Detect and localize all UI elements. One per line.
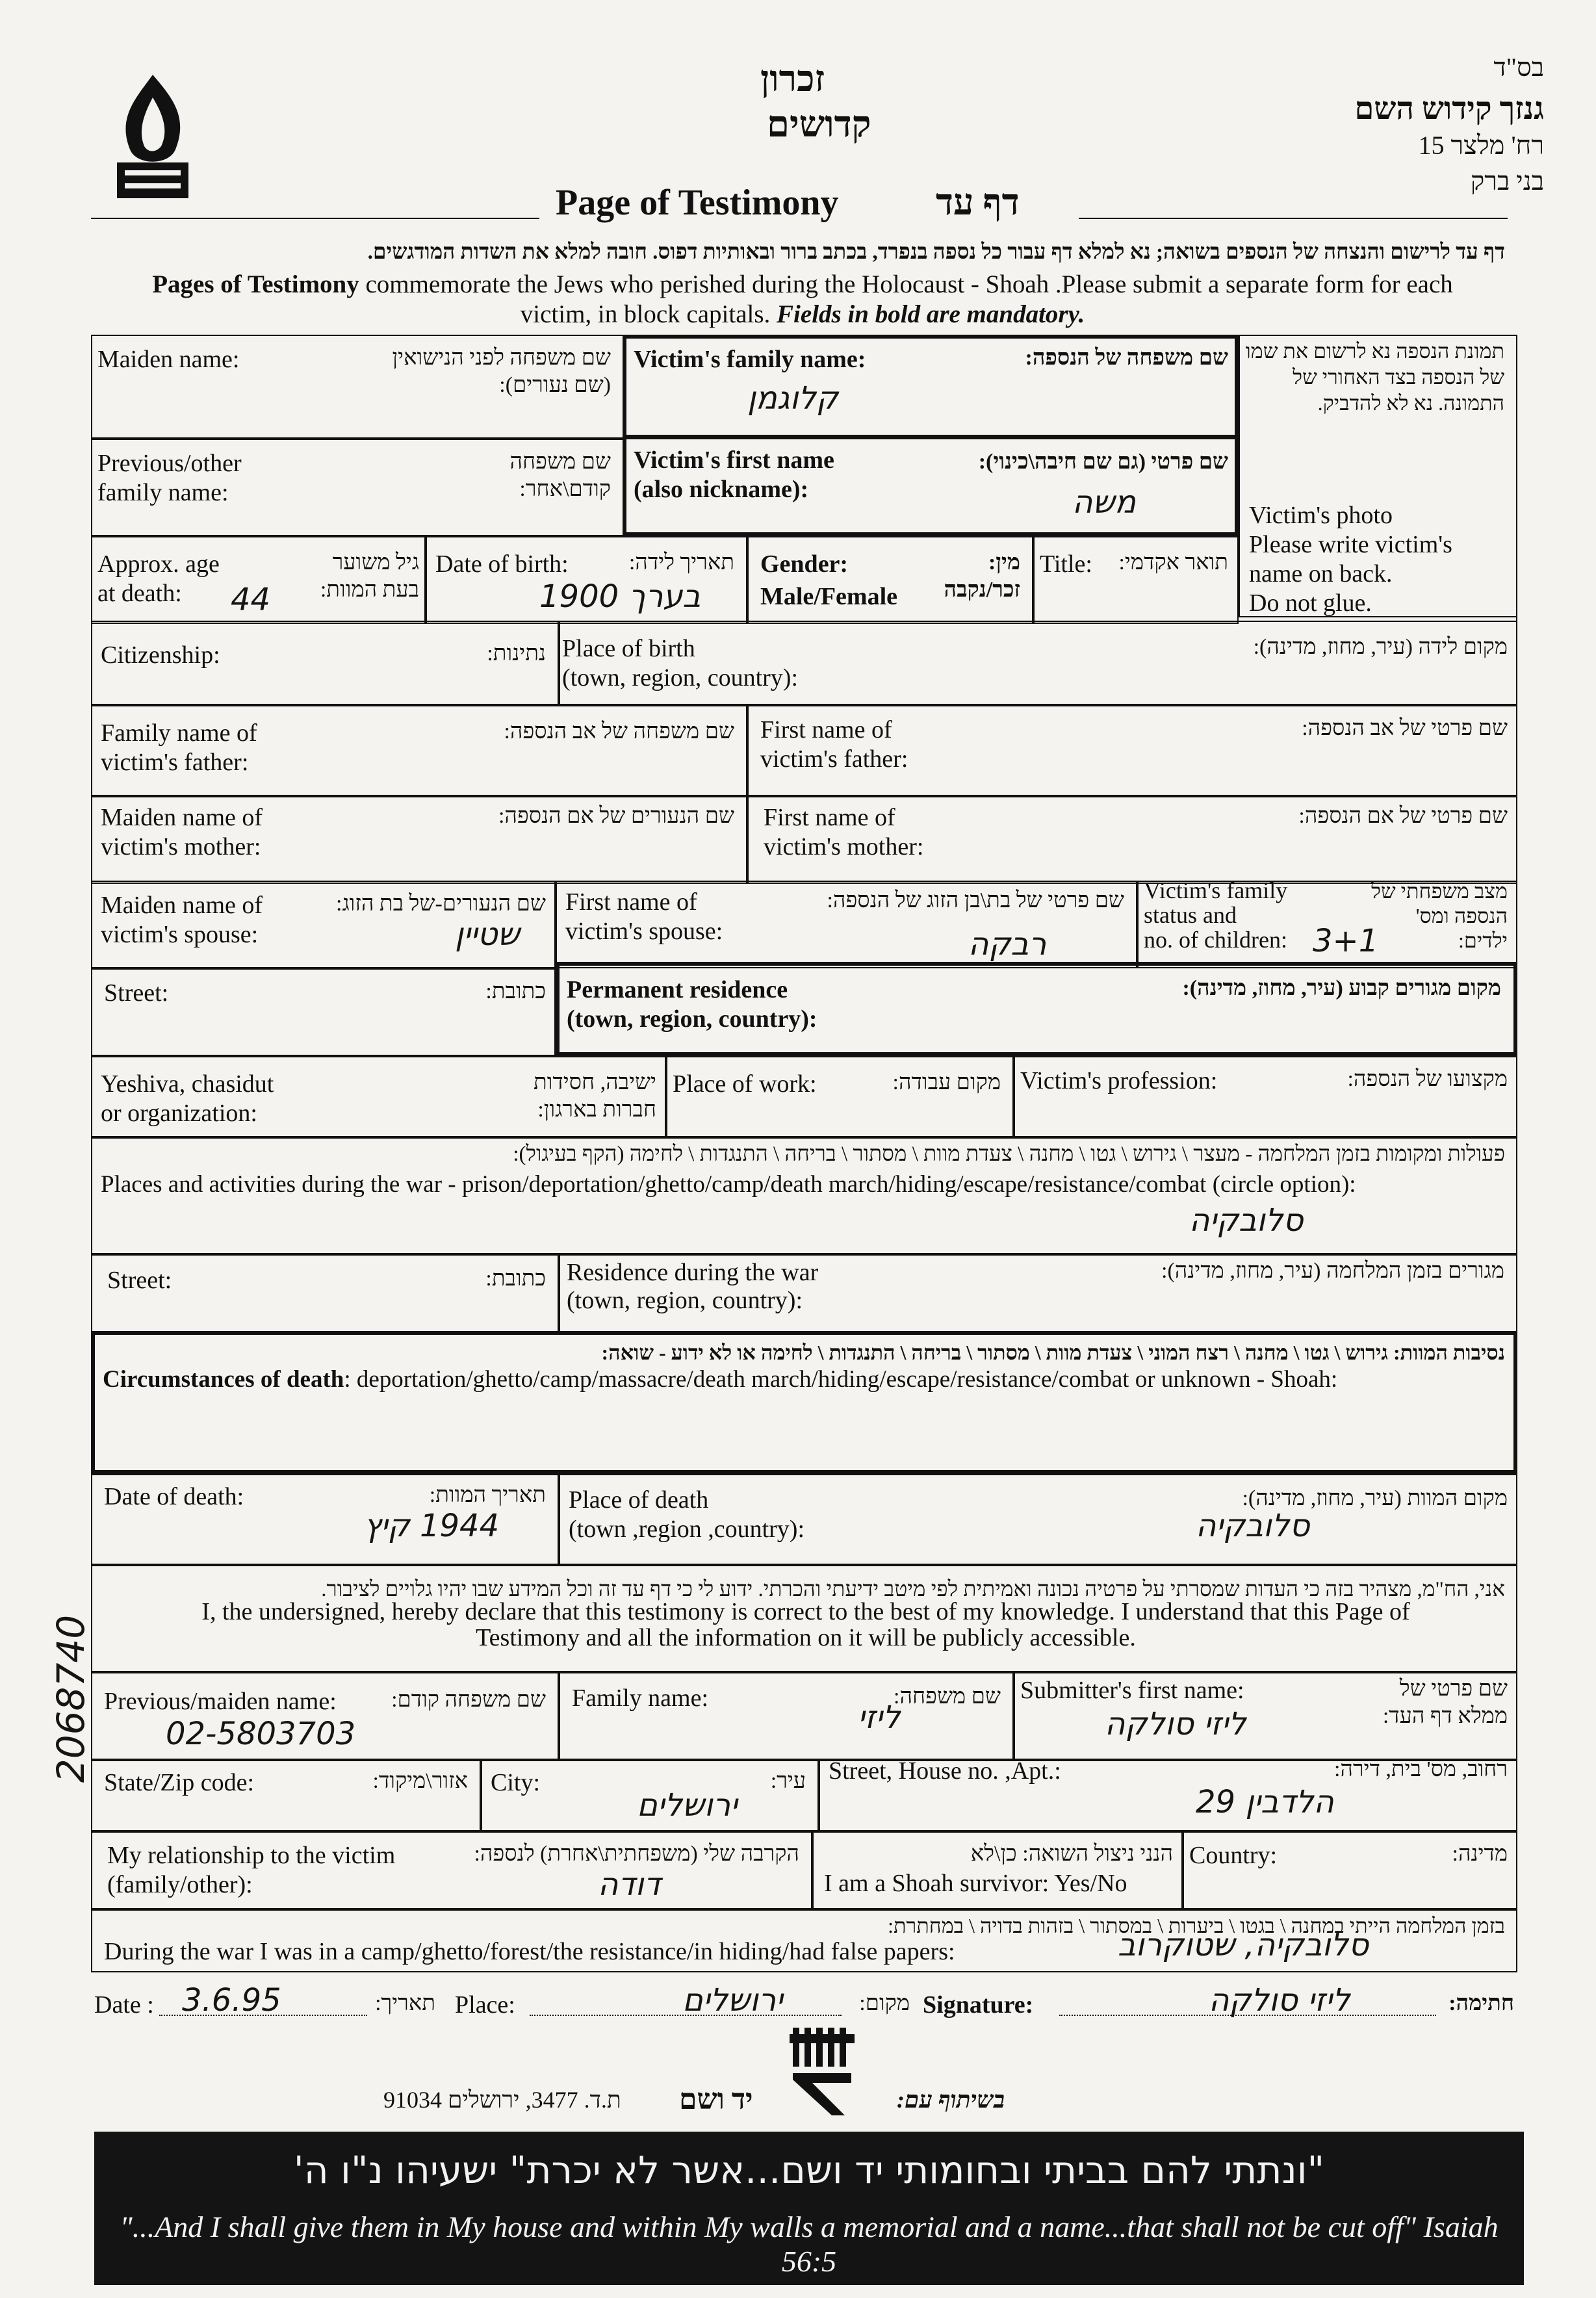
date-value: 3.6.95 [182, 1982, 281, 2019]
intro-he: דף עד לרישום והנצחה של הנספים בשואה; נא למלא דף עבור כל נספה בנפרד, בכתב ברור ובאותיות דפוס. חובה למלא את השדות המודגשים. [367, 240, 1505, 264]
title-rule-right [1079, 218, 1508, 219]
mother-first-en-1: First name of [764, 804, 895, 831]
org-name: גנזך קידוש השם [1354, 92, 1544, 126]
perm-en-1: Permanent residence [567, 976, 788, 1003]
spouse-first-value: רבקה [968, 926, 1047, 962]
sub-fam-value: ליזי [858, 1699, 901, 1736]
dod-value: 1944 קיץ [364, 1508, 500, 1544]
yeshiva-en-1: Yeshiva, chasidut [101, 1070, 274, 1098]
sub-prev-en: Previous/maiden name: [104, 1688, 337, 1715]
title-label-en: Title: [1040, 550, 1092, 578]
mother-maiden-en-1: Maiden name of [101, 804, 263, 831]
pob-label-en-2: (town, region, country): [562, 664, 799, 691]
yad-vashem-address: ת.ד. 3477, ירושלים 91034 [383, 2087, 621, 2113]
side-number: 2068740 [49, 1614, 94, 1783]
perm-he: מקום מגורים קבוע (עיר, מחוז, מדינה): [1182, 976, 1501, 1000]
bsd-mark: בס"ד [1493, 53, 1544, 82]
citizen-label-he: נתינות: [487, 641, 546, 665]
photo-en-3: name on back. [1249, 560, 1393, 587]
first-label-en-1: Victim's first name [634, 446, 834, 474]
dod-he: תאריך המוות: [429, 1483, 546, 1507]
intro-en-bold: Pages of Testimony [152, 270, 359, 298]
dob-label-he: תאריך לידה: [628, 550, 734, 574]
status-en-3: no. of children: [1144, 927, 1287, 953]
pob-label-en-1: Place of birth [562, 635, 695, 662]
father-first-he: שם פרטי של אב הנספה: [1302, 716, 1508, 740]
org-city: בני ברק [1470, 166, 1544, 196]
age-label-en-2: at death: [97, 580, 182, 607]
rel-en-2: (family/other): [107, 1871, 253, 1898]
addr-en: Street, House no. ,Apt.: [829, 1757, 1061, 1785]
maiden-label-en: Maiden name: [97, 346, 240, 373]
yad-vashem-name: יד ושם [679, 2084, 753, 2115]
intro-en-2: victim, in block capitals. [520, 300, 777, 328]
signature-value: ליזי סולקה [1209, 1982, 1350, 2019]
first-label-he: שם פרטי (גם שם חיבה\כינוי): [978, 450, 1228, 474]
declare-he: אני, הח"מ, מצהיר בזה כי העדות שמסרתי על פרטיה נכונה ואמיתית לפי מיטב ידיעתי והכרתי. ידוע לי כי דף עד זה וכל המידע שבו יהיו גלויים לציבור. [321, 1578, 1505, 1601]
gender-label-he: מין: זכר/נקבה [944, 550, 1020, 602]
addr-value: הלדבין 29 [1196, 1784, 1334, 1820]
spouse-first-en-1: First name of [565, 888, 697, 916]
intro-en-1: commemorate the Jews who perished during the Holocaust - Shoah .Please submit a separate form for each [359, 270, 1453, 298]
maiden-label-he: שם משפחה לפני הנישואין (שם נעורים): [392, 346, 611, 397]
title-label-he: תואר אקדמי: [1118, 550, 1228, 574]
status-en-1: Victim's family [1144, 877, 1288, 903]
children-value: 3+1 [1313, 923, 1379, 959]
spouse-maiden-en-2: victim's spouse: [101, 921, 259, 948]
rel-he: הקרבה שלי (משפחתית\אחרת) לנספה: [474, 1842, 799, 1866]
father-first-en-2: victim's father: [760, 745, 908, 773]
pod-en-2: (town ,region ,country): [569, 1516, 805, 1543]
date-underline [159, 2015, 367, 2016]
kedoshim-title: קדושים [767, 105, 871, 145]
work-he: מקום עבודה: [892, 1070, 1001, 1094]
gender-label-en-1: Gender: [760, 550, 849, 578]
sign-label-he: חתימה: [1448, 1991, 1514, 2015]
war-res-he: מגורים בזמן המלחמה (עיר, מחוז, מדינה): [1161, 1259, 1504, 1283]
declare-en-1: I, the undersigned, hereby declare that this testimony is correct to the best of my knowledge. I understand that this Page of [201, 1598, 1410, 1625]
org-street: רח' מלצר 15 [1418, 131, 1544, 160]
work-en: Place of work: [673, 1070, 817, 1098]
places-en: Places and activities during the war - prison/deportation/ghetto/camp/death march/hiding/escape/resistance/combat (circle option): [101, 1171, 1356, 1198]
prev-label-en-1: Previous/other [97, 450, 242, 477]
status-en-2: status and [1144, 902, 1237, 928]
first-label-en-2: (also nickname): [634, 476, 809, 503]
age-label-en-1: Approx. age [97, 550, 220, 578]
city-value: ירושלים [637, 1787, 738, 1824]
rel-value: דודה [598, 1866, 661, 1903]
country-en: Country: [1189, 1842, 1278, 1869]
dod-en: Date of death: [104, 1483, 244, 1510]
place-label-en: Place: [455, 1991, 515, 2019]
spouse-maiden-en-1: Maiden name of [101, 892, 263, 919]
father-fam-he: שם משפחה של אב הנספה: [504, 719, 734, 743]
quote-he: "ונתתי להם בביתי ובחומותי יד ושם...אשר לא יכרת" ישעיהו נ"ו ה' [293, 2148, 1325, 2192]
sub-first-en: Submitter's first name: [1020, 1677, 1244, 1704]
prof-en: Victim's profession: [1020, 1067, 1218, 1094]
surv-he: הנני ניצול השואה: כן\לא [970, 1842, 1173, 1866]
surv-en: I am a Shoah survivor: Yes/No [824, 1870, 1127, 1897]
circ-en-text: : deportation/ghetto/camp/massacre/death march/hiding/escape/resistance/combat or unknown - Shoah: [344, 1366, 1338, 1393]
dob-label-en: Date of birth: [435, 550, 569, 578]
sub-fam-he: שם משפחה: [894, 1685, 1001, 1709]
pod-he: מקום המוות (עיר, מחוז, מדינה): [1242, 1486, 1508, 1510]
yad-vashem-logo [786, 2028, 858, 2119]
quote-banner [94, 2132, 1524, 2285]
date-label-he: תאריך: [375, 1991, 435, 2015]
spouse-maiden-value: שטיין [455, 916, 520, 953]
city-en: City: [491, 1769, 541, 1796]
yeshiva-he: ישיבה, חסידות חברות בארגון: [533, 1070, 656, 1122]
status-he: מצב משפחתי של הנספה ומס' ילדים: [1371, 879, 1508, 952]
perm-en-2: (town, region, country): [567, 1005, 817, 1033]
prev-label-he: שם משפחה קודם\אחר: [509, 450, 611, 501]
rel-en-1: My relationship to the victim [107, 1842, 396, 1869]
street-he: כתובת: [485, 979, 546, 1003]
pod-value: סלובקיה [1196, 1508, 1310, 1544]
pod-en-1: Place of death [569, 1486, 709, 1514]
state-he: אזור\מיקוד: [372, 1769, 468, 1793]
father-first-en-1: First name of [760, 716, 892, 743]
pob-label-he: מקום לידה (עיר, מחוז, מדינה): [1253, 635, 1508, 659]
dob-value: בערך 1900 [539, 578, 701, 615]
spouse-first-he: שם פרטי של בת\בן הזוג של הנספה: [827, 888, 1124, 912]
sub-fam-en: Family name: [572, 1685, 709, 1712]
family-label-he: שם משפחה של הנספה: [1025, 346, 1228, 370]
father-fam-en-1: Family name of [101, 719, 257, 747]
first-name-value: משה [1072, 484, 1136, 521]
photo-he: תמונת הנספה נא לרשום את שמו של הנספה בצד האחורי של התמונה. נא לא להדביק. [1245, 339, 1504, 415]
war-street-he: כתובת: [485, 1267, 546, 1291]
intro-en [104, 270, 1501, 329]
country-he: מדינה: [1452, 1842, 1508, 1866]
date-label-en: Date : [94, 1991, 154, 2019]
war-res-en-1: Residence during the war [567, 1259, 819, 1286]
yeshiva-en-2: or organization: [101, 1100, 257, 1127]
sub-prev-value: 02-5803703 [166, 1716, 356, 1752]
spouse-first-en-2: victim's spouse: [565, 918, 723, 945]
mother-first-en-2: victim's mother: [764, 833, 924, 860]
age-value: 44 [231, 582, 271, 618]
photo-en-2: Please write victim's [1249, 531, 1452, 558]
street-en: Street: [104, 979, 169, 1007]
age-label-he: גיל משוער בעת המוות: [320, 550, 419, 602]
mother-maiden-en-2: victim's mother: [101, 833, 261, 860]
sign-label-en: Signature: [923, 1991, 1034, 2019]
spouse-maiden-he: שם הנעורים-של בת הזוג: [336, 892, 546, 916]
circ-he: נסיבות המוות: גירוש \ גטו \ מחנה \ רצח המוני \ צעדת מוות \ מסתור \ בריחה \ התנגדות \ לחימה או לא ידוע - שואה: [601, 1341, 1505, 1364]
sub-first-he: שם פרטי של ממלא דף העד: [1382, 1677, 1508, 1728]
coop-label: בשיתוף עם: [897, 2087, 1005, 2113]
prev-label-en-2: family name: [97, 479, 229, 506]
title-rule-left [91, 218, 539, 219]
photo-en-4: Do not glue. [1249, 589, 1372, 617]
flame-logo [110, 71, 195, 201]
citizen-label-en: Citizenship: [101, 641, 220, 669]
addr-he: רחוב, מס' בית, דירה: [1333, 1757, 1508, 1781]
places-circled-value: סלובקיה [1189, 1202, 1304, 1239]
zikaron-title: זכרון [760, 59, 825, 99]
family-name-value: קלוגמן [747, 380, 838, 417]
mother-maiden-he: שם הנעורים של אם הנספה: [498, 804, 734, 828]
intro-en-italic: Fields in bold are mandatory. [777, 300, 1085, 328]
sub-first-value: ליזי סולקה [1105, 1706, 1246, 1742]
war-res-en-2: (town, region, country): [567, 1287, 803, 1314]
places-he: פעולות ומקומות בזמן המלחמה - מעצר \ גירוש \ גטו \ מחנה \ צעדת מוות \ מסתור \ בריחה \ התנגדות \ לחימה (הקף בעיגול): [513, 1143, 1505, 1166]
family-label-en: Victim's family name: [634, 346, 866, 373]
during-he: בזמן המלחמה הייתי במחנה \ בגטו \ ביערות \ במסתור \ בזהות בדויה \ במחתרת: [888, 1914, 1505, 1937]
page-title-en: Page of Testimony [556, 183, 839, 223]
place-value: ירושלים [682, 1982, 783, 2019]
place-label-he: מקום: [859, 1991, 910, 2015]
declare-en [104, 1599, 1508, 1651]
gender-label-en-2: Male/Female [760, 583, 898, 610]
war-street-en: Street: [107, 1267, 172, 1294]
state-en: State/Zip code: [104, 1769, 255, 1796]
city-he: עיר: [770, 1769, 806, 1793]
circ-en-bold: Circumstances of death [103, 1366, 344, 1393]
declare-en-2: Testimony and all the information on it will be publicly accessible. [476, 1624, 1136, 1651]
quote-en: "...And I shall give them in My house and within My walls a memorial and a name...that shall not be cut off" Isaiah 56:5 [120, 2210, 1499, 2278]
sub-prev-he: שם משפחה קודם: [391, 1688, 546, 1712]
prof-he: מקצועו של הנספה: [1347, 1067, 1508, 1091]
during-en: During the war I was in a camp/ghetto/forest/the resistance/in hiding/had false papers: [104, 1938, 955, 1965]
photo-en-1: Victim's photo [1249, 502, 1393, 529]
during-value: סלובקיה, שטוקרוב [1118, 1927, 1369, 1963]
father-fam-en-2: victim's father: [101, 749, 249, 776]
mother-first-he: שם פרטי של אם הנספה: [1298, 804, 1508, 828]
page-title-he: דף עד [936, 183, 1020, 223]
circ-en [103, 1365, 1337, 1395]
